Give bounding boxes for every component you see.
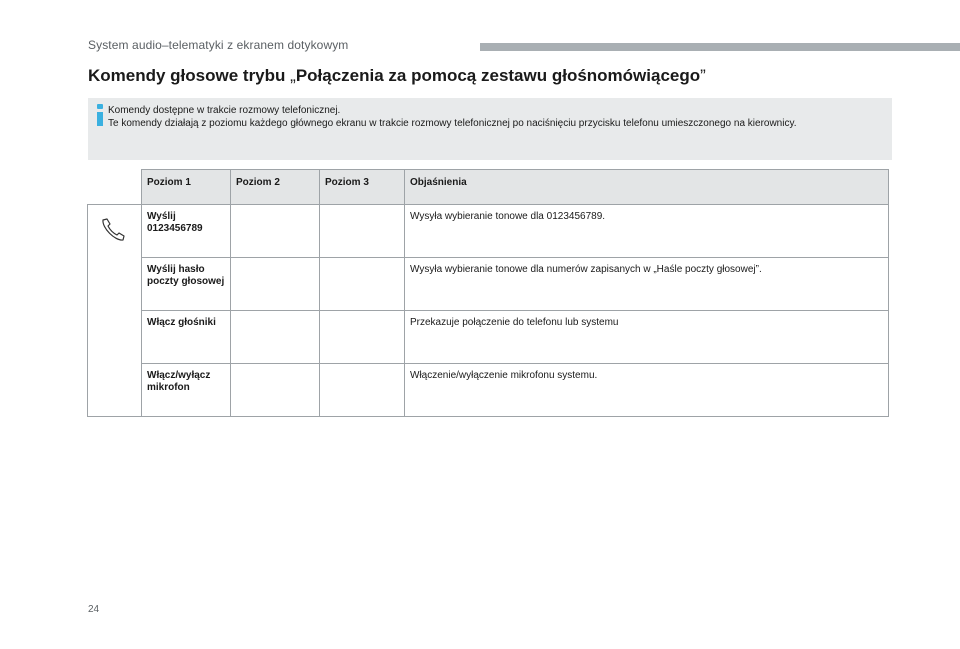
row2-description: Wysyła wybieranie tonowe dla numerów zapisanych w „Haśle poczty głosowej”. [405,258,889,311]
table-row [88,311,889,364]
row4-description: Włączenie/wyłączenie mikrofonu systemu. [405,364,889,417]
row1-level3 [320,205,405,258]
row3-level1: Włącz głośniki [142,311,231,364]
commands-table [87,169,889,417]
table-header-blank [88,170,142,205]
title-text: Komendy głosowe trybu [88,66,291,85]
info-box [88,98,892,160]
info-icon [96,104,104,126]
row3-description: Przekazuje połączenie do telefonu lub systemu [405,311,889,364]
header-bar [480,43,960,51]
table-header-level3: Poziom 3 [320,170,405,205]
row3-level2 [231,311,320,364]
phone-icon-cell [88,205,142,417]
row3-level3 [320,311,405,364]
table-row [88,205,889,258]
row4-level3 [320,364,405,417]
table-row [88,258,889,311]
table-header-level2: Poziom 2 [231,170,320,205]
title-open-quote: „ [290,66,296,85]
title-quoted: Połączenia za pomocą zestawu głośnomówiącego [295,66,701,85]
page-title [88,66,706,86]
table-header-level1: Poziom 1 [142,170,231,205]
row2-level3 [320,258,405,311]
table-header-row [88,170,889,205]
title-close-quote: ” [700,66,706,85]
row2-level2 [231,258,320,311]
table-header-description: Objaśnienia [405,170,889,205]
row1-level1: Wyślij 0123456789 [142,205,231,258]
info-line-2: Te komendy działają z poziomu każdego głównego ekranu w trakcie rozmowy telefonicznej po naciśnięciu przycisku telefonu umieszczonego na kierownicy. [108,117,797,129]
page-number: 24 [88,604,100,615]
info-line-1: Komendy dostępne w trakcie rozmowy telefonicznej. [108,105,341,116]
row1-level2 [231,205,320,258]
row4-level2 [231,364,320,417]
row1-description: Wysyła wybieranie tonowe dla 0123456789. [405,205,889,258]
section-header: System audio–telematyki z ekranem dotykowym [88,38,349,52]
phone-handset-icon [98,215,128,245]
table-row [88,364,889,417]
row2-level1: Wyślij hasło poczty głosowej [142,258,231,311]
row4-level1: Włącz/wyłącz mikrofon [142,364,231,417]
info-text [108,105,797,130]
